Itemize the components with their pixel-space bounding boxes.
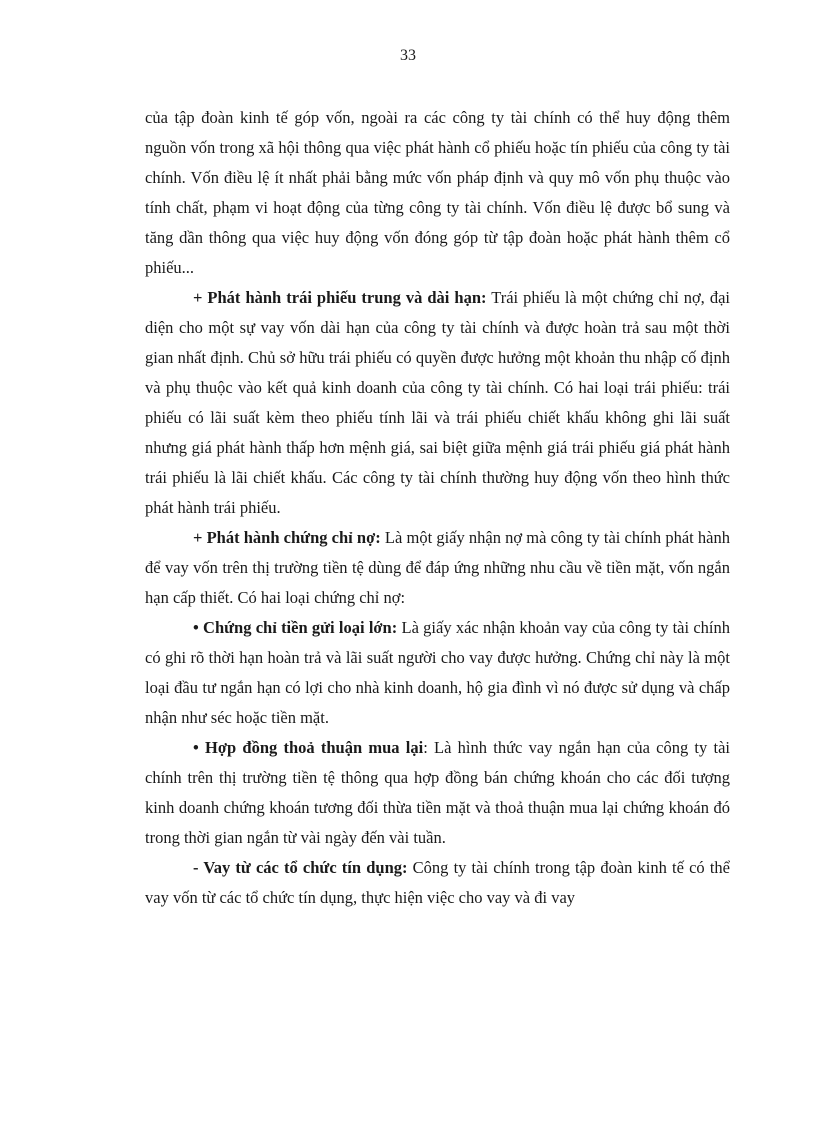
paragraph-heading: • Hợp đồng thoả thuận mua lại bbox=[193, 738, 424, 757]
paragraph-repurchase-agreements bbox=[145, 733, 730, 853]
paragraph-text: Là giấy xác nhận khoản vay của công ty tài chính có ghi rõ thời hạn hoàn trả và lãi suất người cho vay được hưởng. Chứng chỉ này là một loại đầu tư ngắn hạn có lợi cho nhà kinh doanh, hộ gia đình vì nó được sử dụng và chấp nhận như séc hoặc tiền mặt. bbox=[145, 618, 730, 727]
page-number: 33 bbox=[400, 47, 416, 64]
paragraph-text: Là một giấy nhận nợ mà công ty tài chính phát hành để vay vốn trên thị trường tiền tệ dùng để đáp ứng những nhu cầu về tiền mặt, vốn ngắn hạn cấp thiết. Có hai loại chứng chỉ nợ: bbox=[145, 528, 730, 607]
body-text bbox=[145, 103, 730, 913]
paragraph-deposit-certificates bbox=[145, 613, 730, 733]
paragraph-heading: - Vay từ các tổ chức tín dụng: bbox=[193, 858, 408, 877]
paragraph-text: : Là hình thức vay ngắn hạn của công ty tài chính trên thị trường tiền tệ thông qua hợp đồng bán chứng khoán cho các đối tượng kinh doanh chứng khoán tương đối thừa tiền mặt và thoả thuận mua lại chứng khoán đó trong thời gian ngắn từ vài ngày đến vài tuần. bbox=[145, 738, 730, 847]
paragraph-text: Công ty tài chính trong tập đoàn kinh tế có thể vay vốn từ các tổ chức tín dụng, thực hiện việc cho vay và đi vay bbox=[145, 858, 731, 907]
paragraph-debt-certificates bbox=[145, 523, 730, 613]
paragraph-heading: • Chứng chỉ tiền gửi loại lớn: bbox=[193, 618, 398, 637]
paragraph-capital bbox=[145, 103, 730, 283]
paragraph-text: Trái phiếu là một chứng chỉ nợ, đại diện cho một sự vay vốn dài hạn của công ty tài chính và được hoàn trả sau một thời gian nhất định. Chủ sở hữu trái phiếu có quyền được hưởng một khoản thu nhập cố định và phụ thuộc vào kết quả kinh doanh của công ty tài chính. Có hai loại trái phiếu: trái phiếu có lãi suất kèm theo phiếu tính lãi và trái phiếu chiết khấu không ghi lãi suất nhưng giá phát hành thấp hơn mệnh giá, sai biệt giữa mệnh giá trái phiếu giá phát hành trái phiếu là lãi chiết khấu. Các công ty tài chính thường huy động vốn theo hình thức phát hành trái phiếu. bbox=[145, 288, 730, 517]
paragraph-heading: + Phát hành chứng chỉ nợ: bbox=[193, 528, 381, 547]
paragraph-credit-loans bbox=[145, 853, 730, 913]
paragraph-heading: + Phát hành trái phiếu trung và dài hạn: bbox=[193, 288, 487, 307]
paragraph-text: của tập đoàn kinh tế góp vốn, ngoài ra các công ty tài chính có thể huy động thêm nguồn vốn trong xã hội thông qua việc phát hành cổ phiếu hoặc tín phiếu của công ty tài chính. Vốn điều lệ ít nhất phải bằng mức vốn pháp định và quy mô vốn phụ thuộc vào tính chất, phạm vi hoạt động của từng công ty tài chính. Vốn điều lệ được bổ sung và tăng dần thông qua việc huy động vốn đóng góp từ tập đoàn hoặc phát hành thêm cổ phiếu... bbox=[145, 108, 730, 277]
paragraph-bonds bbox=[145, 283, 730, 523]
